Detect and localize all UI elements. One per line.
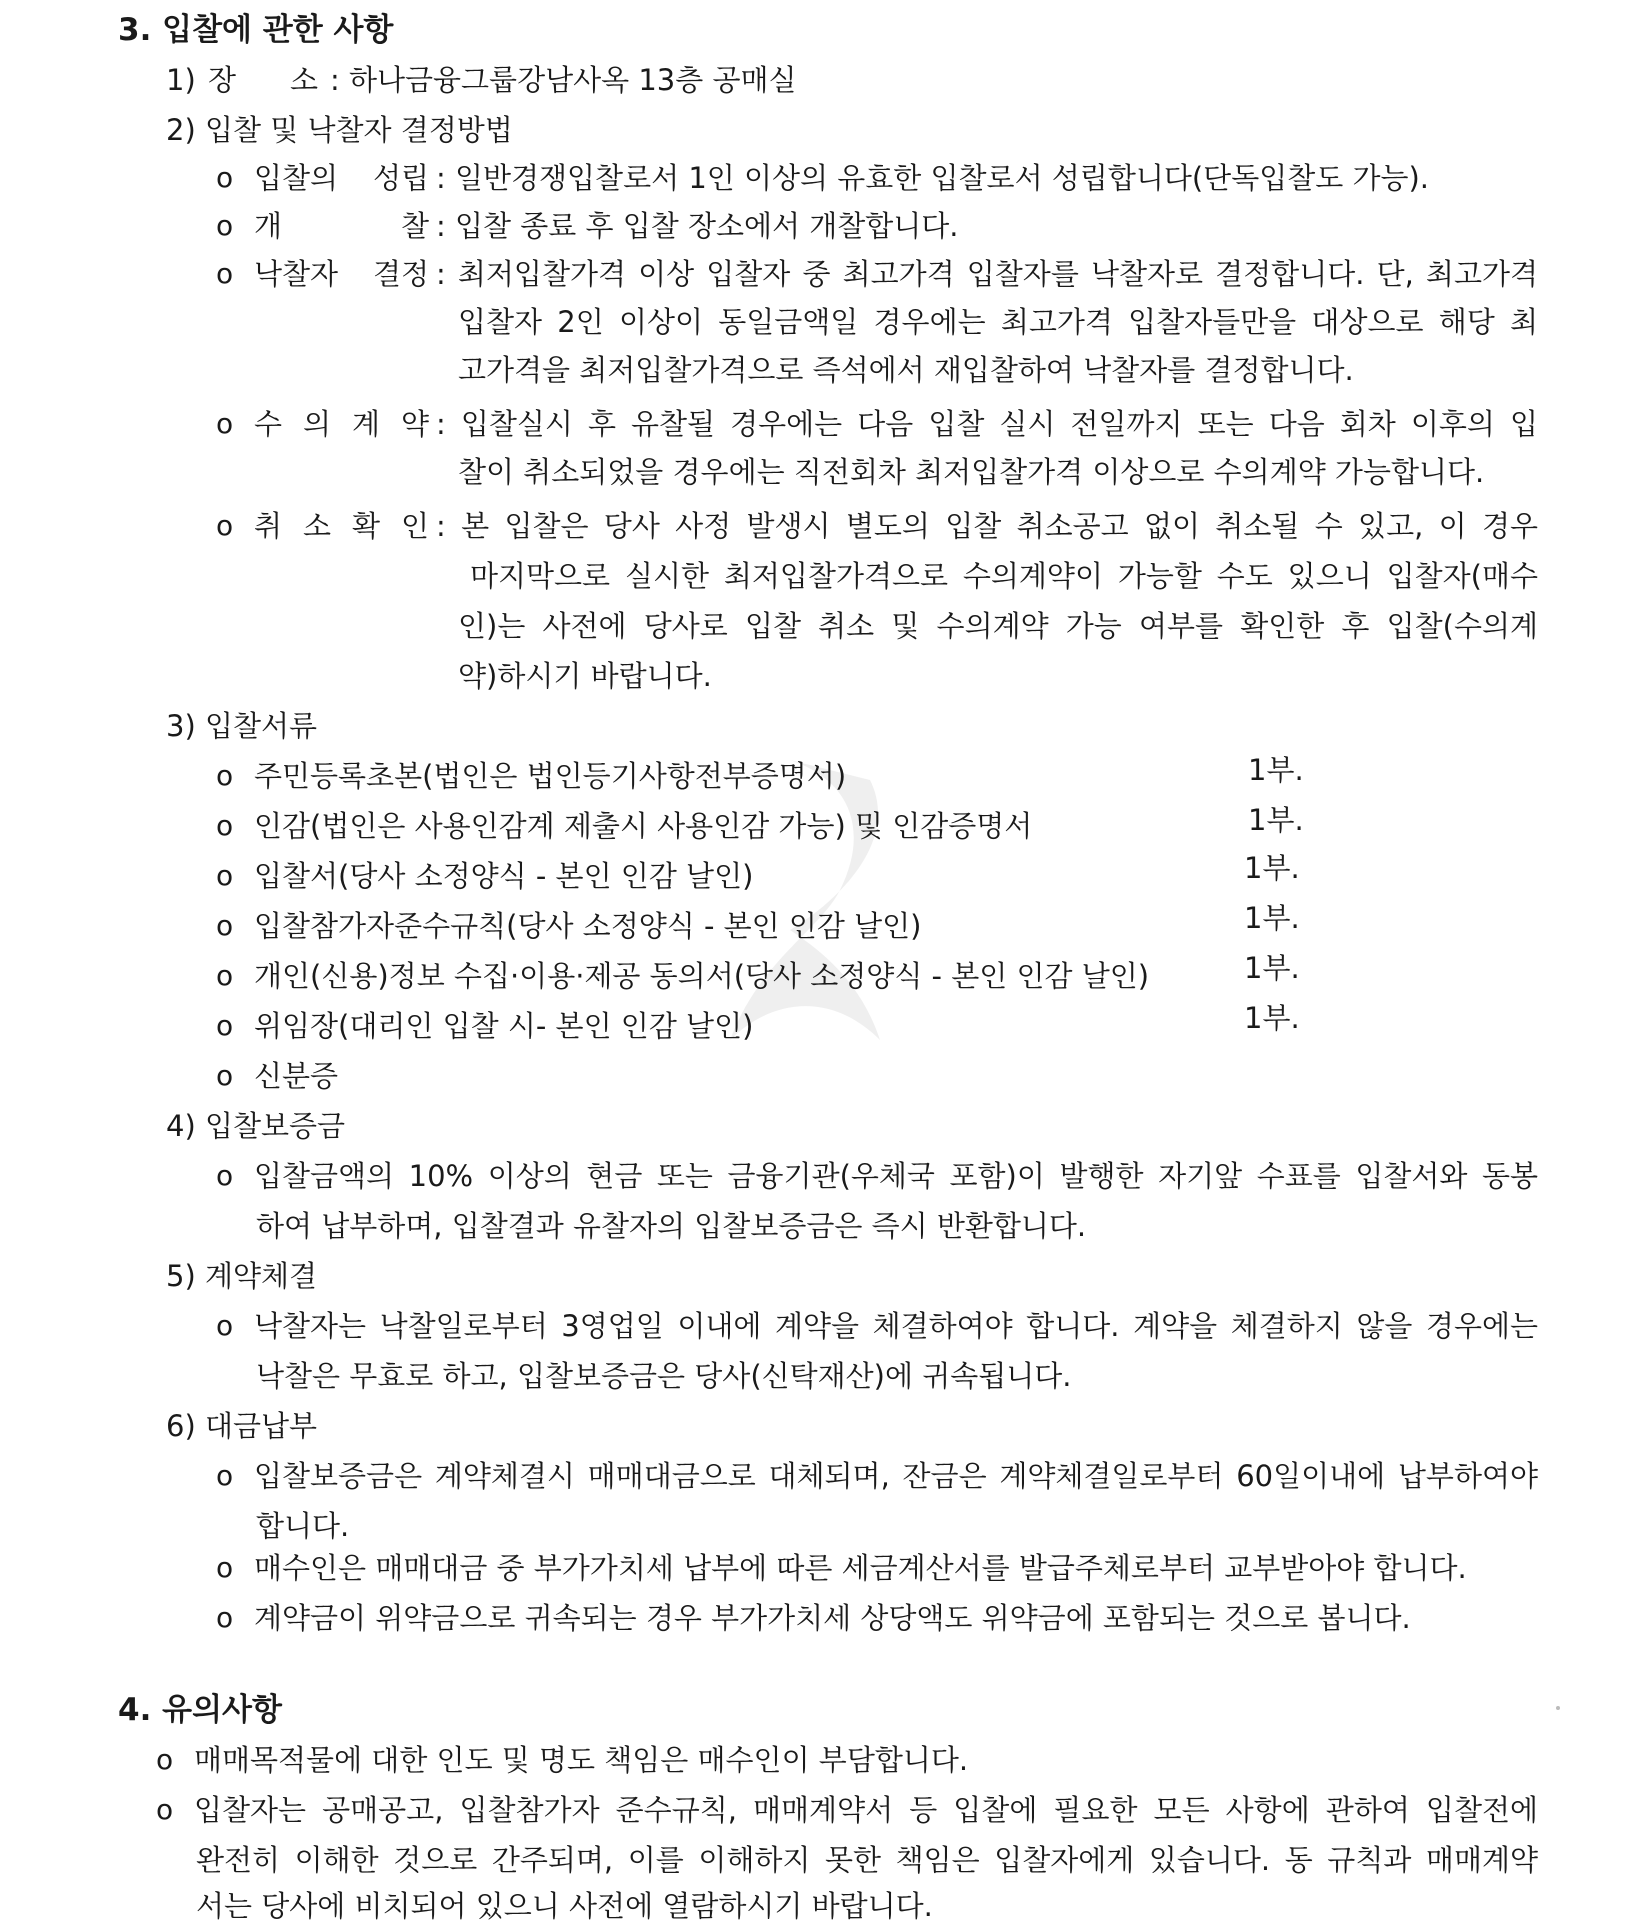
s5-line: 낙찰은 무효로 하고, 입찰보증금은 당사(신탁재산)에 귀속됩니다. xyxy=(256,1359,1072,1393)
section4-line: 완전히 이해한 것으로 간주되며, 이를 이해하지 못한 책임은 입찰자에게 있습니다. 동 규칙과 매매계약 xyxy=(196,1843,1538,1877)
s3-doc-item: 주민등록초본(법인은 법인등기사항전부증명서) xyxy=(254,759,847,793)
bullet-icon: o xyxy=(216,759,234,792)
s4-line: 하여 납부하며, 입찰결과 유찰자의 입찰보증금은 즉시 반환합니다. xyxy=(256,1209,1087,1243)
s2-item-label: 수 의 계 약 xyxy=(254,407,429,441)
s2-item-line: 찰이 취소되었을 경우에는 직전회차 최저입찰가격 이상으로 수의계약 가능합니다. xyxy=(458,455,1485,489)
section4-line: 서는 당사에 비치되어 있으니 사전에 열람하시기 바랍니다. xyxy=(196,1889,933,1923)
s1-text: : 하나금융그룹강남사옥 13층 공매실 xyxy=(330,63,797,97)
s4-title: 4) 입찰보증금 xyxy=(166,1109,346,1143)
s3-doc-item: 개인(신용)정보 수집·이용·제공 동의서(당사 소정양식 - 본인 인감 날인) xyxy=(254,959,1150,993)
s3-doc-count: 1부. xyxy=(1244,851,1300,885)
bullet-icon: o xyxy=(216,407,234,440)
bullet-icon: o xyxy=(216,1601,234,1634)
s2-title: 2) 입찰 및 낙찰자 결정방법 xyxy=(166,113,513,147)
bullet-icon: o xyxy=(216,161,234,194)
bullet-icon: o xyxy=(216,1459,234,1492)
scan-speck xyxy=(1556,1706,1560,1710)
bullet-icon: o xyxy=(216,209,234,242)
bullet-icon: o xyxy=(216,809,234,842)
s2-item-label: 취 소 확 인 xyxy=(254,509,429,543)
s1-label: 장 소 xyxy=(208,63,318,97)
s2-item-line: : 입찰 종료 후 입찰 장소에서 개찰합니다. xyxy=(436,209,959,243)
s3-doc-item: 신분증 xyxy=(254,1059,339,1093)
bullet-icon: o xyxy=(216,257,234,290)
bullet-icon: o xyxy=(156,1743,174,1776)
s2-item-line: 약)하시기 바랍니다. xyxy=(458,659,712,693)
s3-doc-item: 위임장(대리인 입찰 시- 본인 인감 날인) xyxy=(254,1009,754,1043)
section4-line: 매매목적물에 대한 인도 및 명도 책임은 매수인이 부담합니다. xyxy=(194,1743,969,1777)
s3-doc-item: 인감(법인은 사용인감계 제출시 사용인감 가능) 및 인감증명서 xyxy=(254,809,1033,843)
s2-item-label: 입찰의 성립 xyxy=(254,161,429,195)
s2-item-line: : 최저입찰가격 이상 입찰자 중 최고가격 입찰자를 낙찰자로 결정합니다. 단, 최고가격 xyxy=(436,257,1538,291)
s2-item-line: 인)는 사전에 당사로 입찰 취소 및 수의계약 가능 여부를 확인한 후 입찰(수의계 xyxy=(458,609,1538,643)
s6-line: 계약금이 위약금으로 귀속되는 경우 부가가치세 상당액도 위약금에 포함되는 것으로 봅니다. xyxy=(254,1601,1411,1635)
bullet-icon: o xyxy=(216,909,234,942)
s5-title: 5) 계약체결 xyxy=(166,1259,318,1293)
s3-doc-item: 입찰서(당사 소정양식 - 본인 인감 날인) xyxy=(254,859,754,893)
section3-title: 3. 입찰에 관한 사항 xyxy=(118,12,394,48)
s3-doc-count: 1부. xyxy=(1248,753,1304,787)
s3-doc-count: 1부. xyxy=(1244,901,1300,935)
s2-item-line: 고가격을 최저입찰가격으로 즉석에서 재입찰하여 낙찰자를 결정합니다. xyxy=(458,353,1354,387)
bullet-icon: o xyxy=(216,1551,234,1584)
s2-item-label: 낙찰자 결정 xyxy=(254,257,429,291)
s5-line: 낙찰자는 낙찰일로부터 3영업일 이내에 계약을 체결하여야 합니다. 계약을 체결하지 않을 경우에는 xyxy=(254,1309,1538,1343)
bullet-icon: o xyxy=(216,859,234,892)
bullet-icon: o xyxy=(216,1159,234,1192)
s1-number: 1) xyxy=(166,63,196,97)
s3-doc-count: 1부. xyxy=(1244,951,1300,985)
bullet-icon: o xyxy=(216,1009,234,1042)
bullet-icon: o xyxy=(216,959,234,992)
s2-item-line: 마지막으로 실시한 최저입찰가격으로 수의계약이 가능할 수도 있으니 입찰자(매수 xyxy=(470,559,1538,593)
s2-item-label: 개 찰 xyxy=(254,209,429,243)
s6-line: 합니다. xyxy=(256,1509,350,1543)
s6-line: 매수인은 매매대금 중 부가가치세 납부에 따른 세금계산서를 발급주체로부터 교부받아야 합니다. xyxy=(254,1551,1467,1585)
bullet-icon: o xyxy=(216,1059,234,1092)
s3-doc-item: 입찰참가자준수규칙(당사 소정양식 - 본인 인감 날인) xyxy=(254,909,922,943)
s2-item-line: : 본 입찰은 당사 사정 발생시 별도의 입찰 취소공고 없이 취소될 수 있고, 이 경우 xyxy=(436,509,1538,543)
s6-title: 6) 대금납부 xyxy=(166,1409,318,1443)
s2-item-line: : 일반경쟁입찰로서 1인 이상의 유효한 입찰로서 성립합니다(단독입찰도 가능). xyxy=(436,161,1430,195)
section4-title: 4. 유의사항 xyxy=(118,1692,282,1728)
section4-line: 입찰자는 공매공고, 입찰참가자 준수규칙, 매매계약서 등 입찰에 필요한 모든 사항에 관하여 입찰전에 xyxy=(194,1793,1538,1827)
s2-item-line: : 입찰실시 후 유찰될 경우에는 다음 입찰 실시 전일까지 또는 다음 회차 이후의 입 xyxy=(436,407,1538,441)
bullet-icon: o xyxy=(216,509,234,542)
s4-line: 입찰금액의 10% 이상의 현금 또는 금융기관(우체국 포함)이 발행한 자기앞 수표를 입찰서와 동봉 xyxy=(254,1159,1538,1193)
s2-item-line: 입찰자 2인 이상이 동일금액일 경우에는 최고가격 입찰자들만을 대상으로 해당 최 xyxy=(458,305,1538,339)
s3-doc-count: 1부. xyxy=(1248,803,1304,837)
bullet-icon: o xyxy=(216,1309,234,1342)
s3-title: 3) 입찰서류 xyxy=(166,709,318,743)
s3-doc-count: 1부. xyxy=(1244,1001,1300,1035)
s6-line: 입찰보증금은 계약체결시 매매대금으로 대체되며, 잔금은 계약체결일로부터 60일이내에 납부하여야 xyxy=(254,1459,1538,1493)
bullet-icon: o xyxy=(156,1793,174,1826)
